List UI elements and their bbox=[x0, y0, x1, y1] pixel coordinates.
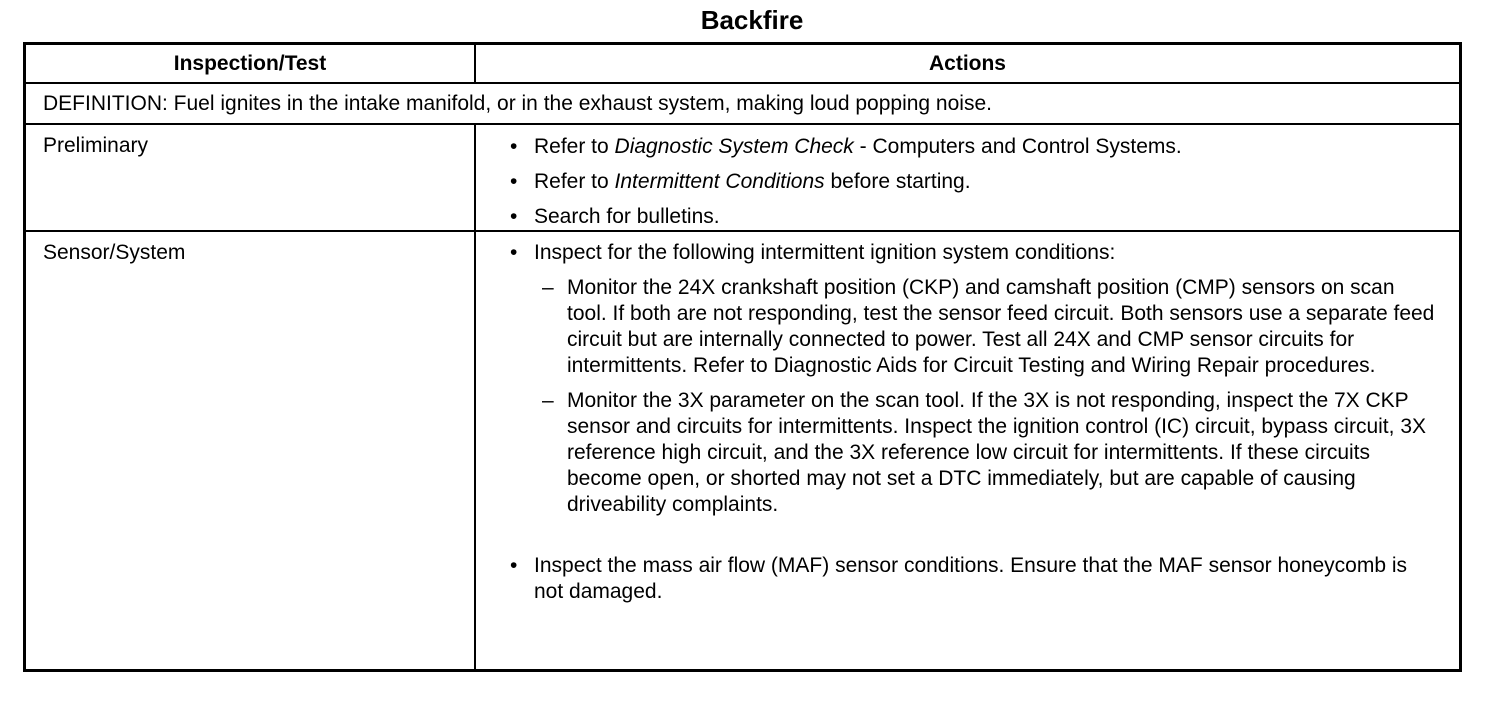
list-item: • Inspect the mass air flow (MAF) sensor conditions. Ensure that the MAF sensor honeycomb is not damaged. bbox=[510, 554, 1408, 603]
actions-sensor-system bbox=[476, 232, 1459, 669]
dash-icon: – bbox=[542, 276, 554, 299]
page-title: Backfire bbox=[700, 5, 804, 35]
row-label-preliminary: Preliminary bbox=[26, 125, 476, 230]
sub-list-item: – Monitor the 3X parameter on the scan tool. If the 3X is not responding, inspect the 7X CKP sensor and circuits for intermittents. Inspect the ignition control (IC) circuit, bypass circuit, 3X reference high circuit, and the 3X reference low circuit for intermittents. If these circuits become open, or shorted may not set a DTC immediately, but are capable of causing driveability complaints. bbox=[542, 389, 1427, 516]
bullet-icon: • bbox=[510, 554, 518, 577]
bullet-icon: • bbox=[510, 170, 518, 193]
diagnostic-table bbox=[23, 42, 1462, 672]
table-header-row bbox=[26, 45, 1459, 82]
table-row-sensor-system bbox=[26, 230, 1459, 669]
table-row-preliminary bbox=[26, 123, 1459, 230]
definition-text: DEFINITION: Fuel ignites in the intake manifold, or in the exhaust system, making loud popping noise. bbox=[43, 92, 992, 115]
reference-intermittent-conditions: Intermittent Conditions bbox=[614, 170, 825, 193]
actions-preliminary bbox=[476, 125, 1459, 230]
list-item: • Search for bulletins. bbox=[510, 205, 720, 228]
bullet-icon: • bbox=[510, 135, 518, 158]
reference-diagnostic-system-check: Diagnostic System Check bbox=[614, 135, 854, 158]
list-item: • Inspect for the following intermittent ignition system conditions: bbox=[510, 241, 1116, 264]
dash-icon: – bbox=[542, 389, 554, 412]
list-item: • Refer to Intermittent Conditions before starting. bbox=[510, 170, 971, 193]
definition-row bbox=[26, 82, 1459, 123]
sub-list-item: – Monitor the 24X crankshaft position (CKP) and camshaft position (CMP) sensors on scan tool. If both are not responding, test the sensor feed circuit. Both sensors use a separate feed circuit but are internally connected to power. Test all 24X and CMP sensor circuits for intermittents. Refer to Diagnostic Aids for Circuit Testing and Wiring Repair procedures. bbox=[542, 276, 1435, 377]
bullet-icon: • bbox=[510, 241, 518, 264]
column-header-actions: Actions bbox=[928, 52, 1006, 75]
column-header-inspection-test: Inspection/Test bbox=[26, 45, 476, 82]
list-item: • Refer to Diagnostic System Check - Computers and Control Systems. bbox=[510, 135, 1182, 158]
bullet-icon: • bbox=[510, 205, 518, 228]
row-label-sensor-system: Sensor/System bbox=[26, 232, 476, 669]
